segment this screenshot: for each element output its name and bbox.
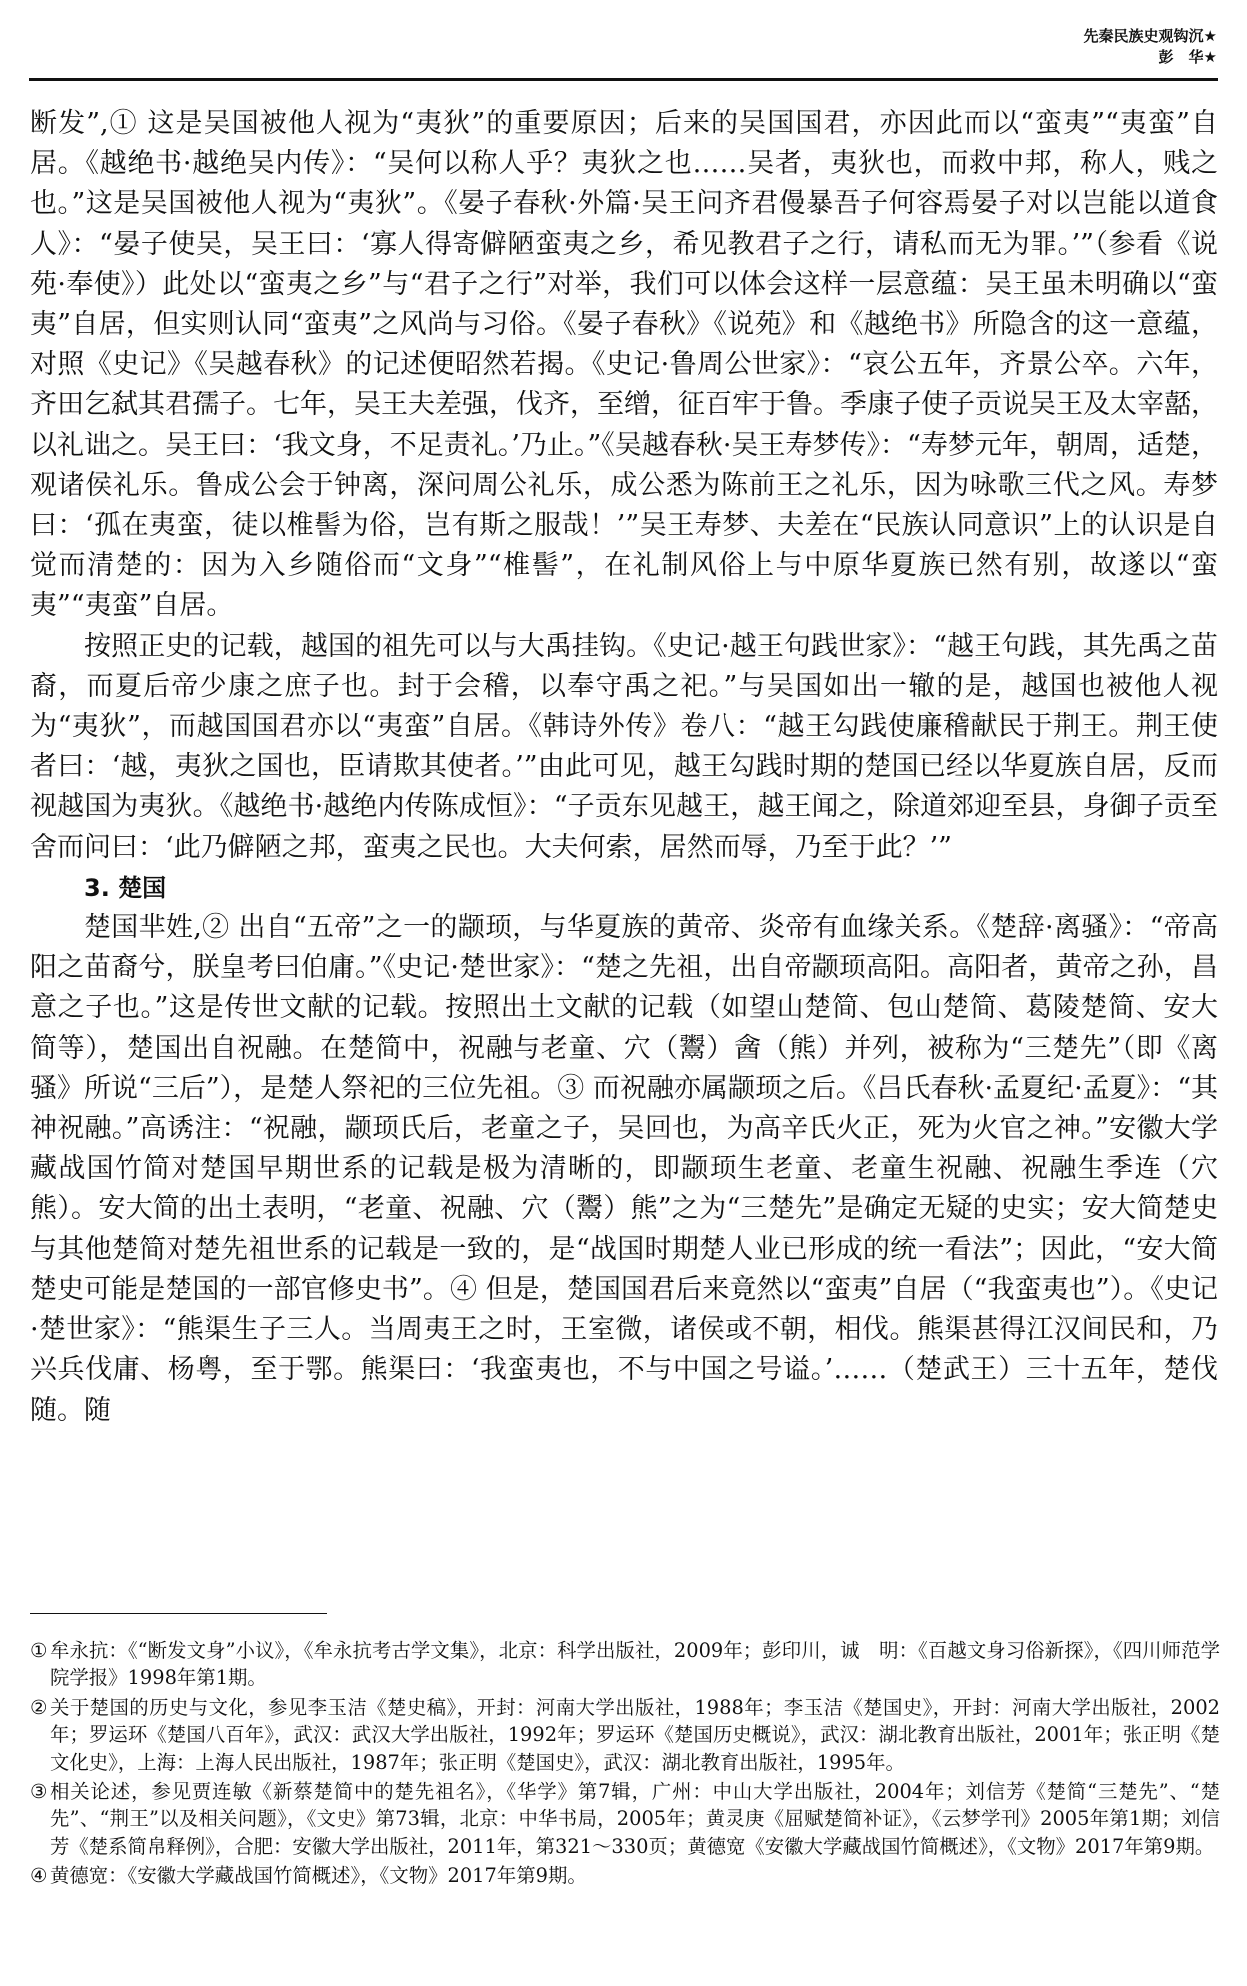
footnote-3 [30, 1778, 1220, 1860]
footnote-1 [30, 1637, 1220, 1692]
footnote-2 [30, 1694, 1220, 1776]
paragraph-wu-continued: 断发”,① 这是吴国被他人视为“夷狄”的重要原因；后来的吴国国君，亦因此而以“蛮夷”“夷蛮”自居。《越绝书·越绝吴内传》：“吴何以称人乎？夷狄之也……吴者，夷狄也，而救中邦，称人，贱之也。”这是吴国被他人视为“夷狄”。《晏子春秋·外篇·吴王问齐君僈暴吾子何容焉晏子对以岂能以道食人》：“晏子使吴，吴王曰：‘寡人得寄僻陋蛮夷之乡，希见教君子之行，请私而无为罪。’”（参看《说苑·奉使》）此处以“蛮夷之乡”与“君子之行”对举，我们可以体会这样一层意蕴：吴王虽未明确以“蛮夷”自居，但实则认同“蛮夷”之风尚与习俗。《晏子春秋》《说苑》和《越绝书》所隐含的这一意蕴，对照《史记》《吴越春秋》的记述便昭然若揭。《史记·鲁周公世家》：“哀公五年，齐景公卒。六年，齐田乞弑其君孺子。七年，吴王夫差强，伐齐，至缯，征百牢于鲁。季康子使子贡说吴王及太宰嚭，以礼诎之。吴王曰：‘我文身，不足责礼。’乃止。”《吴越春秋·吴王寿梦传》：“寿梦元年，朝周，适楚，观诸侯礼乐。鲁成公会于钟离，深问周公礼乐，成公悉为陈前王之礼乐，因为咏歌三代之风。寿梦曰：‘孤在夷蛮，徒以椎髻为俗，岂有斯之服哉！’”吴王寿梦、夫差在“民族认同意识”上的认识是自觉而清楚的：因为入乡随俗而“文身”“椎髻”，在礼制风俗上与中原华夏族已然有别，故遂以“蛮夷”“夷蛮”自居。 [30, 108, 1218, 622]
footnote-marker: ③ [30, 1780, 48, 1804]
footnote-4 [30, 1862, 1220, 1889]
running-header-author: 彭 华★ [1158, 48, 1217, 66]
footnote-text: 关于楚国的历史与文化，参见李玉洁《楚史稿》，开封：河南大学出版社，1988年；李玉洁《楚国史》，开封：河南大学出版社，2002年；罗运环《楚国八百年》，武汉：武汉大学出版社，1992年；罗运环《楚国历史概说》，武汉：湖北教育出版社，2001年；张正明《楚文化史》，上海：上海人民出版社，1987年；张正明《楚国史》，武汉：湖北教育出版社，1995年。 [50, 1695, 1220, 1774]
footnotes [30, 1637, 1220, 1892]
running-header-title: 先秦民族史观钩沉★ [1083, 27, 1217, 45]
paragraph-chu: 楚国芈姓,② 出自“五帝”之一的颛顼，与华夏族的黄帝、炎帝有血缘关系。《楚辞·离骚》：“帝高阳之苗裔兮，朕皇考曰伯庸。”《史记·楚世家》：“楚之先祖，出自帝颛顼高阳。高阳者，黄帝之孙，昌意之子也。”这是传世文献的记载。按照出土文献的记载（如望山楚简、包山楚简、葛陵楚简、安大简等），楚国出自祝融。在楚简中，祝融与老童、穴（鬻）酓（熊）并列，被称为“三楚先”（即《离骚》所说“三后”），是楚人祭祀的三位先祖。③ 而祝融亦属颛顼之后。《吕氏春秋·孟夏纪·孟夏》：“其神祝融。”高诱注：“祝融，颛顼氏后，老童之子，吴回也，为高辛氏火正，死为火官之神。”安徽大学藏战国竹简对楚国早期世系的记载是极为清晰的，即颛顼生老童、老童生祝融、祝融生季连（穴熊）。安大简的出土表明，“老童、祝融、穴（鬻）熊”之为“三楚先”是确定无疑的史实；安大简楚史与其他楚简对楚先祖世系的记载是一致的，是“战国时期楚人业已形成的统一看法”；因此，“安大简楚史可能是楚国的一部官修史书”。④ 但是，楚国国君后来竟然以“蛮夷”自居（“我蛮夷也”）。《史记·楚世家》：“熊渠生子三人。当周夷王之时，王室微，诸侯或不朝，相伐。熊渠甚得江汉间民和，乃兴兵伐庸、杨粤，至于鄂。熊渠曰：‘我蛮夷也，不与中国之号谥。’……（楚武王）三十五年，楚伐随。随 [30, 912, 1218, 1426]
header-rule [29, 78, 1218, 81]
running-header [1084, 26, 1217, 68]
footnote-marker: ④ [30, 1864, 48, 1888]
paragraph-yue: 按照正史的记载，越国的祖先可以与大禹挂钩。《史记·越王句践世家》：“越王句践，其先禹之苗裔，而夏后帝少康之庶子也。封于会稽，以奉守禹之祀。”与吴国如出一辙的是，越国也被他人视为“夷狄”，而越国国君亦以“夷蛮”自居。《韩诗外传》卷八：“越王勾践使廉稽献民于荆王。荆王使者曰：‘越，夷狄之国也，臣请欺其使者。’”由此可见，越王勾践时期的楚国已经以华夏族自居，反而视越国为夷狄。《越绝书·越绝内传陈成恒》：“子贡东见越王，越王闻之，除道郊迎至县，身御子贡至舍而问曰：‘此乃僻陋之邦，蛮夷之民也。大夫何索，居然而辱，乃至于此？’” [30, 630, 1218, 863]
footnote-rule [30, 1613, 327, 1614]
footnote-marker: ① [30, 1639, 48, 1662]
footnote-text: 相关论述，参见贾连敏《新蔡楚简中的楚先祖名》，《华学》第7辑，广州：中山大学出版社，2004年；刘信芳《楚简“三楚先”、“楚先”、“荆王”以及相关问题》，《文史》第73辑，北京：中华书局，2005年；黄灵庚《屈赋楚简补证》，《云梦学刊》2005年第1期；刘信芳《楚系简帛释例》，合肥：安徽大学出版社，2011年，第321～330页；黄德宽《安徽大学藏战国竹简概述》，《文物》2017年第9期。 [50, 1780, 1220, 1858]
footnote-marker: ② [30, 1695, 48, 1719]
footnote-text: 黄德宽：《安徽大学藏战国竹简概述》，《文物》2017年第9期。 [50, 1864, 587, 1888]
section-heading-chu: 3. 楚国 [84, 873, 167, 902]
footnote-text: 牟永抗：《“断发文身”小议》，《牟永抗考古学文集》，北京：科学出版社，2009年；彭印川，诚 明：《百越文身习俗新探》，《四川师范学院学报》1998年第1期。 [50, 1639, 1220, 1690]
main-text [30, 104, 1218, 1431]
